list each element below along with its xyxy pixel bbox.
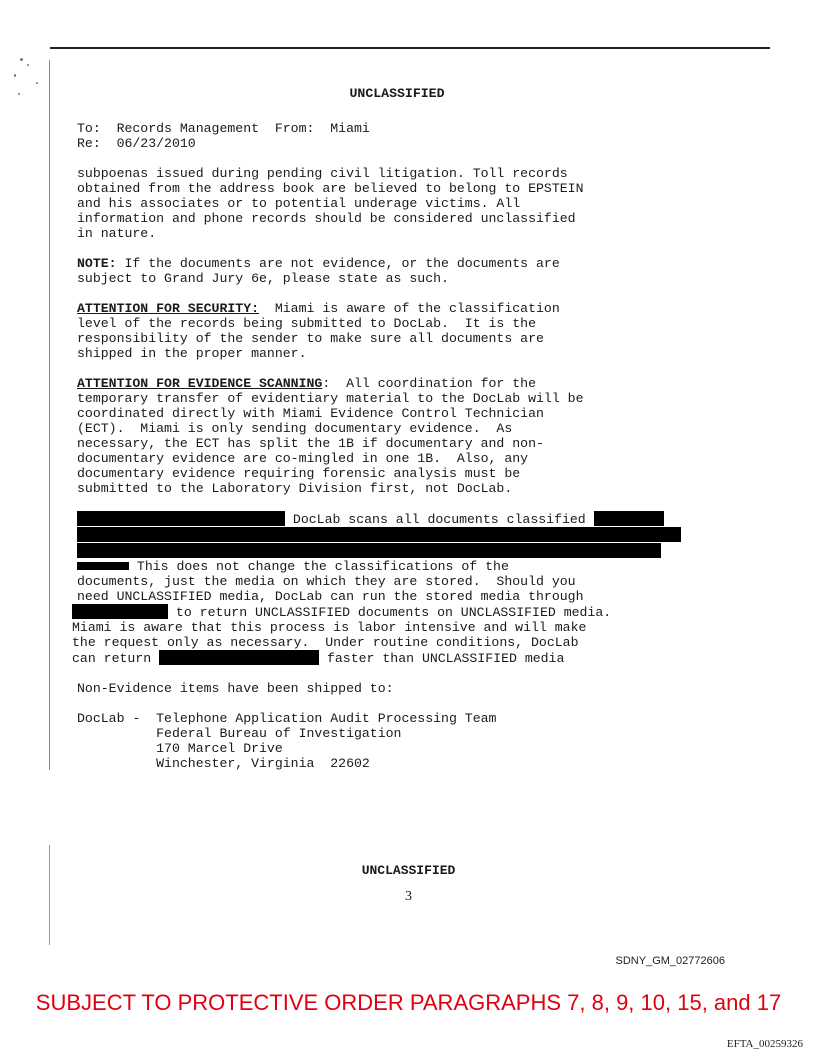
redaction-block	[72, 604, 168, 619]
efta-number: EFTA_00259326	[726, 1038, 803, 1050]
text-line: the request only as necessary. Under routine conditions, DocLab	[72, 635, 579, 650]
left-margin-rule	[49, 60, 50, 770]
redaction-block	[77, 511, 285, 526]
classification-header: UNCLASSIFIED	[349, 86, 445, 101]
text-line: Miami is aware that this process is labor intensive and will make	[72, 620, 587, 635]
text-line: obtained from the address book are believed to belong to EPSTEIN	[77, 181, 584, 196]
text-line: in nature.	[77, 226, 157, 241]
redaction-block	[77, 543, 661, 558]
text-line: need UNCLASSIFIED media, DocLab can run the stored media through	[77, 589, 584, 604]
redaction-block	[159, 650, 319, 665]
text-line: responsibility of the sender to make sure all documents are	[77, 331, 544, 346]
text-line: submitted to the Laboratory Division first, not DocLab.	[77, 481, 513, 496]
paragraph-security	[77, 301, 697, 361]
text-line: subject to Grand Jury 6e, please state as such.	[77, 271, 449, 286]
scan-speck	[20, 58, 23, 61]
paragraph-redacted	[72, 511, 697, 666]
text-line: level of the records being submitted to DocLab. It is the	[77, 316, 536, 331]
re-line: Re: 06/23/2010	[77, 136, 196, 151]
scan-speck	[18, 93, 20, 95]
text-line: faster than UNCLASSIFIED media	[319, 651, 565, 666]
scan-speck	[27, 64, 29, 66]
protective-order-banner: SUBJECT TO PROTECTIVE ORDER PARAGRAPHS 7, 8, 9, 10, 15, and 17	[35, 990, 782, 1015]
text-line: This does not change the classifications of the	[129, 559, 509, 574]
paragraph-subpoenas	[77, 166, 697, 241]
text-line: information and phone records should be considered unclassified	[77, 211, 576, 226]
classification-footer: UNCLASSIFIED	[361, 863, 456, 878]
redaction-block	[77, 527, 681, 542]
address-line: 170 Marcel Drive	[77, 741, 283, 756]
top-rule	[50, 47, 770, 49]
page-number: 3	[405, 889, 412, 904]
note-label: NOTE:	[77, 256, 117, 271]
text-line: (ECT). Miami is only sending documentary evidence. As	[77, 421, 513, 436]
to-from-line: To: Records Management From: Miami	[77, 121, 370, 136]
text-line: documentary evidence are co-mingled in one 1B. Also, any	[77, 451, 529, 466]
text-line: necessary, the ECT has split the 1B if documentary and non-	[77, 436, 544, 451]
paragraph-evidence-scanning	[77, 376, 697, 496]
text-line: DocLab scans all documents classified	[285, 512, 594, 527]
bates-number: SDNY_GM_02772606	[615, 955, 725, 967]
paragraph-note	[77, 256, 697, 286]
scan-speck	[36, 82, 38, 84]
address-line: DocLab - Telephone Application Audit Processing Team	[77, 711, 497, 726]
redaction-block	[594, 511, 664, 526]
text-line: documents, just the media on which they are stored. Should you	[77, 574, 576, 589]
address-line: Winchester, Virginia 22602	[77, 756, 370, 771]
document-body	[72, 86, 697, 771]
scanning-text: : All coordination for the	[322, 376, 537, 391]
text-line: and his associates or to potential underage victims. All	[77, 196, 521, 211]
text-line: to return UNCLASSIFIED documents on UNCLASSIFIED media.	[168, 605, 612, 620]
text-line: shipped in the proper manner.	[77, 346, 307, 361]
text-line: can return	[72, 651, 160, 666]
security-label: ATTENTION FOR SECURITY:	[77, 301, 260, 316]
scanning-label: ATTENTION FOR EVIDENCE SCANNING	[77, 376, 323, 391]
scan-speck	[14, 74, 16, 77]
shipping-address	[77, 711, 697, 771]
security-text: Miami is aware of the classification	[259, 301, 560, 316]
text-line: temporary transfer of evidentiary material to the DocLab will be	[77, 391, 584, 406]
text-line: subpoenas issued during pending civil litigation. Toll records	[77, 166, 568, 181]
text-line: documentary evidence requiring forensic analysis must be	[77, 466, 521, 481]
note-text: If the documents are not evidence, or the documents are	[116, 256, 560, 271]
address-line: Federal Bureau of Investigation	[77, 726, 402, 741]
text-line: coordinated directly with Miami Evidence Control Technician	[77, 406, 544, 421]
redaction-block	[77, 562, 129, 570]
shipped-line: Non-Evidence items have been shipped to:	[77, 681, 394, 696]
